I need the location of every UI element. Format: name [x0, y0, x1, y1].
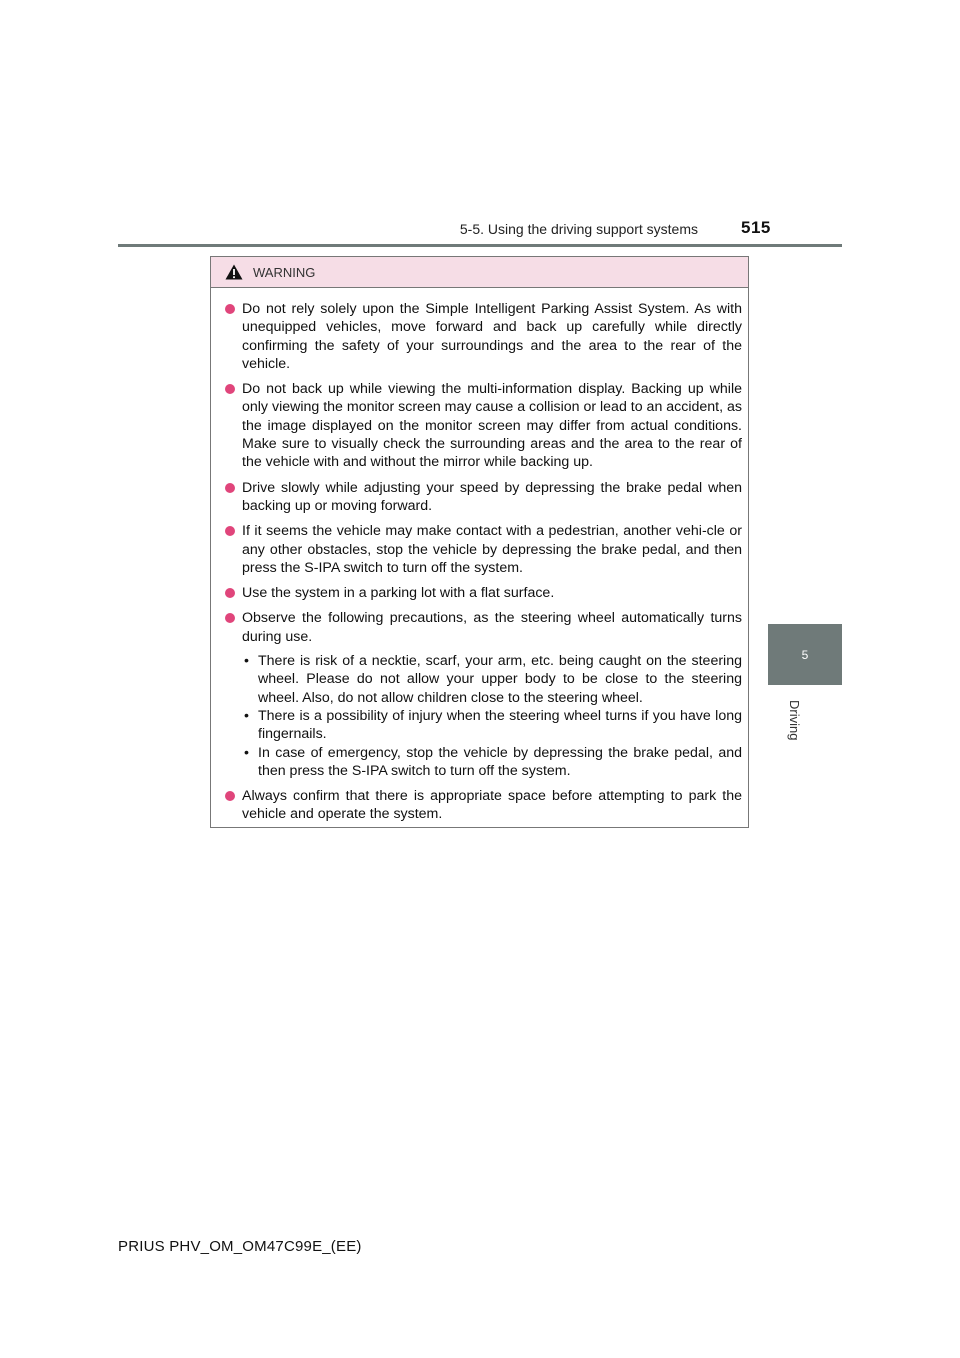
header-rule — [118, 244, 842, 247]
sub-item-text: There is a possibility of injury when the steering wheel turns if you have long fingernails. — [258, 707, 742, 743]
warning-item-text: Drive slowly while adjusting your speed by depressing the brake pedal when backing up or moving forward. — [242, 479, 742, 514]
bullet-dot-icon — [225, 791, 235, 801]
sub-bullet: • — [244, 653, 249, 670]
document-code: PRIUS PHV_OM_OM47C99E_(EE) — [118, 1238, 362, 1255]
bullet-dot-icon — [225, 526, 235, 536]
warning-item — [225, 787, 742, 824]
bullet-dot-icon — [225, 483, 235, 493]
warning-item — [225, 300, 742, 373]
warning-item-text: If it seems the vehicle may make contact with a pedestrian, another vehi-cle or any other obstacles, stop the vehicle by depressing the brake pedal, and then press the S-IPA switch to turn off the system. — [242, 523, 742, 576]
warning-box — [210, 256, 749, 828]
warning-item-text: Observe the following precautions, as the steering wheel automatically turns during use. — [242, 610, 742, 645]
warning-item — [225, 584, 742, 602]
warning-item — [225, 479, 742, 516]
warning-body — [211, 288, 748, 824]
warning-item-text: Do not rely solely upon the Simple Intelligent Parking Assist System. As with unequipped vehicles, move forward and back up carefully while directly confirming the safety of your surroundings and the area to the rear of the vehicle. — [242, 301, 742, 372]
bullet-dot-icon — [225, 588, 235, 598]
bullet-dot-icon — [225, 613, 235, 623]
chapter-label: Driving — [787, 699, 802, 741]
sub-item-text: There is risk of a necktie, scarf, your arm, etc. being caught on the steering wheel. Please do not allow your upper body to be close to the steering wheel. Also, do not allow children close to the steering wheel. — [258, 653, 742, 706]
warning-item — [225, 522, 742, 577]
bullet-dot-icon — [225, 384, 235, 394]
sub-item — [242, 652, 742, 707]
warning-item — [225, 380, 742, 471]
sub-item — [242, 744, 742, 781]
warning-item-text: Use the system in a parking lot with a flat surface. — [242, 585, 555, 602]
sub-item-text: In case of emergency, stop the vehicle by depressing the brake pedal, and then press the S-IPA switch to turn off the system. — [258, 744, 742, 779]
chapter-number: 5 — [801, 647, 809, 662]
warning-item-text: Do not back up while viewing the multi-information display. Backing up while only viewing the monitor screen may cause a collision or lead to an accident, as the image displayed on the monitor screen may differ from actual conditions. Make sure to visually check the surrounding areas and the area to the rear of the vehicle with and without the mirror while backing up. — [242, 381, 742, 471]
warning-triangle-icon — [225, 264, 243, 280]
warning-title: WARNING — [253, 264, 316, 280]
sub-bullet: • — [244, 744, 249, 761]
warning-item — [225, 609, 742, 780]
sub-bullet: • — [244, 707, 249, 724]
section-title: 5-5. Using the driving support systems — [459, 221, 698, 237]
page-number: 515 — [741, 218, 771, 237]
chapter-tab — [768, 624, 842, 685]
bullet-dot-icon — [225, 304, 235, 314]
warning-item-text: Always confirm that there is appropriate space before attempting to park the vehicle and operate the system. — [242, 788, 742, 823]
sub-item — [242, 707, 742, 744]
warning-header — [211, 257, 748, 288]
